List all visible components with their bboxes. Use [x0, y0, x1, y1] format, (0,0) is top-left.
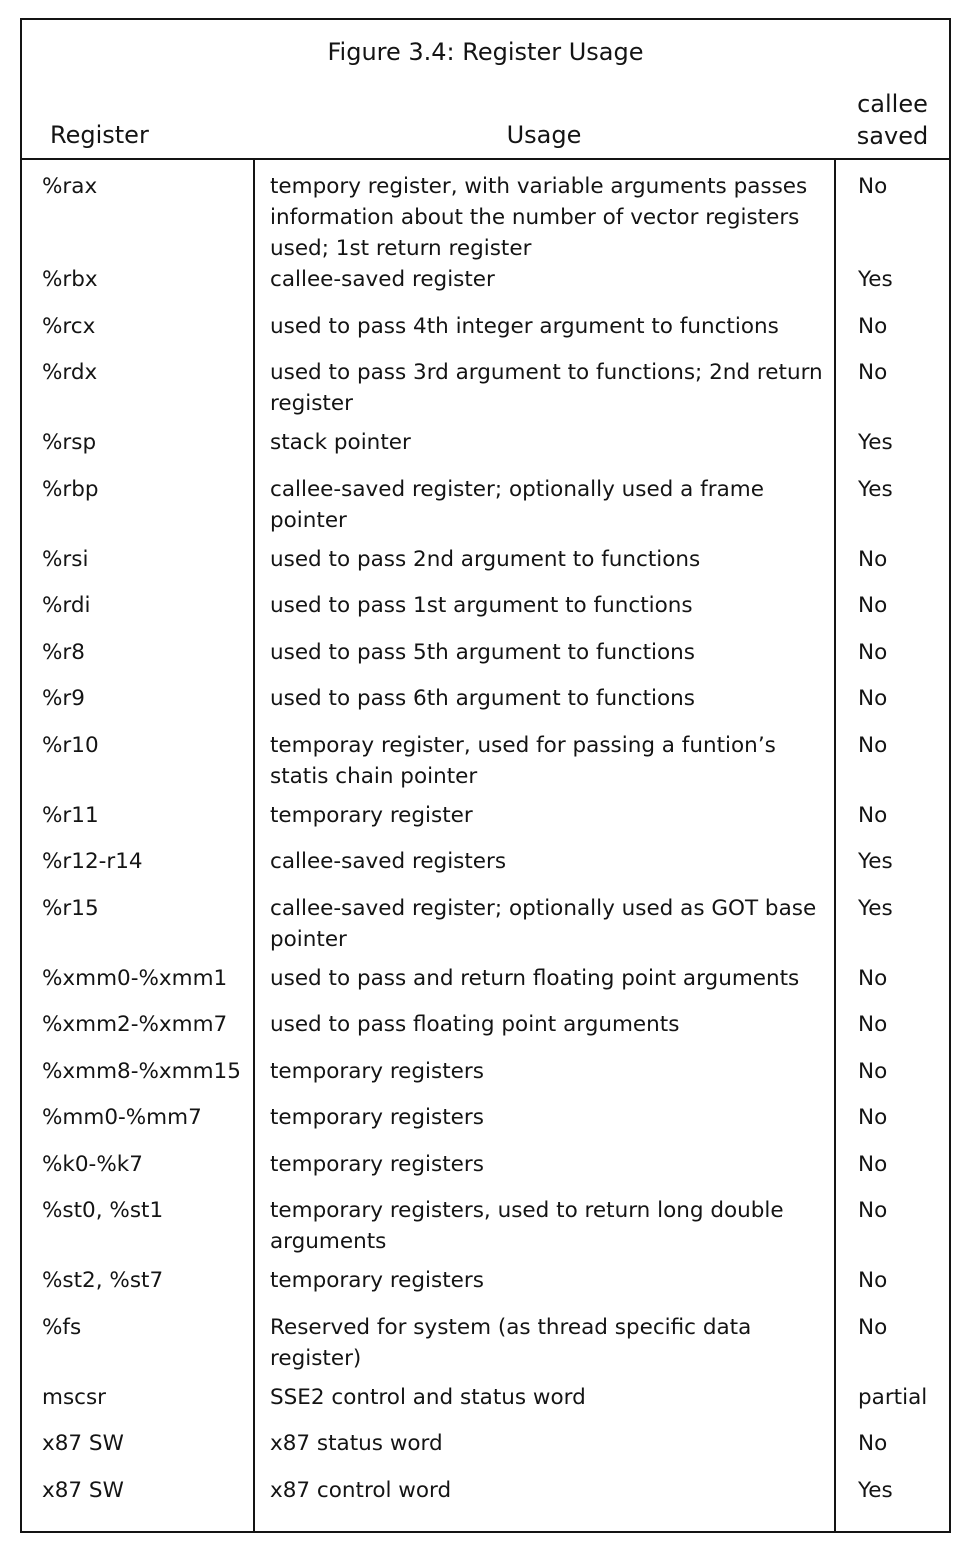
usage-cell: Reserved for system (as thread specific data register)	[270, 1314, 752, 1371]
register-cell: %xmm2-%xmm7	[42, 1012, 228, 1037]
usage-cell: temporary registers	[270, 1105, 484, 1130]
header-divider	[22, 158, 949, 160]
register-cell: %fs	[42, 1314, 82, 1340]
register-cell: %r8	[42, 639, 85, 665]
usage-cell: x87 control word	[270, 1477, 452, 1503]
callee-saved-cell: No	[858, 1268, 888, 1293]
table-body	[22, 171, 949, 1506]
table-row	[22, 963, 949, 994]
register-cell: %st0, %st1	[42, 1198, 164, 1223]
callee-saved-cell: No	[858, 593, 888, 618]
usage-cell: used to pass 5th argument to functions	[270, 639, 696, 665]
register-cell: x87 SW	[42, 1431, 124, 1456]
usage-cell: used to pass 2nd argument to functions	[270, 546, 701, 572]
table-row	[22, 264, 949, 295]
callee-saved-cell: No	[858, 174, 888, 199]
callee-saved-cell: No	[858, 639, 888, 665]
usage-cell: temporary register	[270, 802, 473, 828]
table-row	[22, 544, 949, 575]
usage-cell: used to pass 1st argument to functions	[270, 593, 693, 618]
register-cell: %r10	[42, 732, 99, 758]
column-header-callee-saved	[834, 88, 951, 152]
register-cell: x87 SW	[42, 1477, 124, 1503]
table-row	[22, 1428, 949, 1459]
usage-cell: callee-saved registers	[270, 849, 507, 874]
table-row	[22, 427, 949, 458]
callee-saved-cell: No	[858, 1151, 888, 1177]
callee-saved-cell: No	[858, 732, 888, 758]
callee-saved-cell: No	[858, 1105, 888, 1130]
callee-saved-cell: Yes	[858, 895, 893, 921]
callee-saved-cell: No	[858, 1314, 888, 1340]
table-row	[22, 730, 949, 792]
column-header-callee-line1: callee	[857, 90, 928, 118]
register-cell: %rbp	[42, 476, 99, 502]
callee-saved-cell: Yes	[858, 430, 893, 455]
register-cell: %r12-r14	[42, 849, 143, 874]
callee-saved-cell: No	[858, 1058, 888, 1084]
table-row	[22, 1009, 949, 1040]
column-header-register: Register	[50, 121, 149, 149]
register-cell: %r11	[42, 802, 99, 828]
table-caption: Figure 3.4: Register Usage	[327, 38, 644, 66]
usage-cell: used to pass 6th argument to functions	[270, 686, 696, 711]
usage-cell: callee-saved register	[270, 267, 495, 292]
table-row	[22, 311, 949, 342]
table-row	[22, 1475, 949, 1506]
usage-cell: callee-saved register; optionally used a frame pointer	[270, 476, 764, 533]
callee-saved-cell: Yes	[858, 267, 893, 292]
table-row	[22, 590, 949, 621]
usage-cell: tempory register, with variable arguments passes information about the number of vector registers used; 1st return register	[270, 174, 808, 261]
usage-cell: stack pointer	[270, 430, 411, 455]
register-cell: %xmm0-%xmm1	[42, 965, 228, 991]
usage-cell: used to pass and return floating point arguments	[270, 965, 800, 991]
register-usage-table	[20, 18, 951, 1533]
usage-cell: temporary registers, used to return long double arguments	[270, 1198, 784, 1254]
column-header-usage: Usage	[506, 121, 582, 149]
usage-cell: callee-saved register; optionally used as GOT base pointer	[270, 895, 817, 952]
callee-saved-cell: No	[858, 546, 888, 572]
table-row	[22, 1195, 949, 1257]
register-cell: %st2, %st7	[42, 1268, 164, 1293]
callee-saved-cell: No	[858, 313, 888, 339]
table-row	[22, 1382, 949, 1413]
register-cell: %rsi	[42, 546, 89, 572]
table-row	[22, 800, 949, 831]
callee-saved-cell: No	[858, 1012, 888, 1037]
table-row	[22, 1265, 949, 1296]
register-cell: %rdi	[42, 593, 91, 618]
usage-cell: used to pass 4th integer argument to functions	[270, 313, 779, 339]
register-cell: %rax	[42, 174, 98, 199]
callee-saved-cell: No	[858, 686, 888, 711]
register-cell: %rcx	[42, 313, 96, 339]
register-cell: %k0-%k7	[42, 1151, 143, 1177]
usage-cell: SSE2 control and status word	[270, 1384, 586, 1410]
callee-saved-cell: No	[858, 965, 888, 991]
usage-cell: temporay register, used for passing a funtion’s statis chain pointer	[270, 732, 776, 789]
register-cell: %rsp	[42, 430, 97, 455]
table-row	[22, 893, 949, 955]
usage-cell: used to pass 3rd argument to functions; 2nd return register	[270, 360, 823, 416]
table-row	[22, 357, 949, 419]
column-header-callee-line2: saved	[856, 122, 929, 150]
register-cell: %xmm8-%xmm15	[42, 1058, 241, 1084]
register-cell: %rdx	[42, 360, 98, 385]
usage-cell: x87 status word	[270, 1431, 443, 1456]
callee-saved-cell: No	[858, 1198, 888, 1223]
table-row	[22, 171, 949, 264]
table-row	[22, 637, 949, 668]
register-cell: %rbx	[42, 267, 98, 292]
callee-saved-cell: Yes	[858, 1477, 893, 1503]
register-cell: %r15	[42, 895, 99, 921]
table-row	[22, 846, 949, 877]
usage-cell: used to pass floating point arguments	[270, 1012, 680, 1037]
callee-saved-cell: partial	[858, 1384, 928, 1410]
register-cell: mscsr	[42, 1384, 107, 1410]
callee-saved-cell: No	[858, 802, 888, 828]
register-cell: %r9	[42, 686, 85, 711]
callee-saved-cell: Yes	[858, 849, 893, 874]
register-cell: %mm0-%mm7	[42, 1105, 202, 1130]
callee-saved-cell: No	[858, 360, 888, 385]
table-row	[22, 1056, 949, 1087]
usage-cell: temporary registers	[270, 1151, 484, 1177]
table-row	[22, 1149, 949, 1180]
callee-saved-cell: Yes	[858, 476, 893, 502]
table-row	[22, 474, 949, 536]
table-row	[22, 683, 949, 714]
table-row	[22, 1102, 949, 1133]
usage-cell: temporary registers	[270, 1058, 484, 1084]
callee-saved-cell: No	[858, 1431, 888, 1456]
table-row	[22, 1312, 949, 1374]
usage-cell: temporary registers	[270, 1268, 484, 1293]
